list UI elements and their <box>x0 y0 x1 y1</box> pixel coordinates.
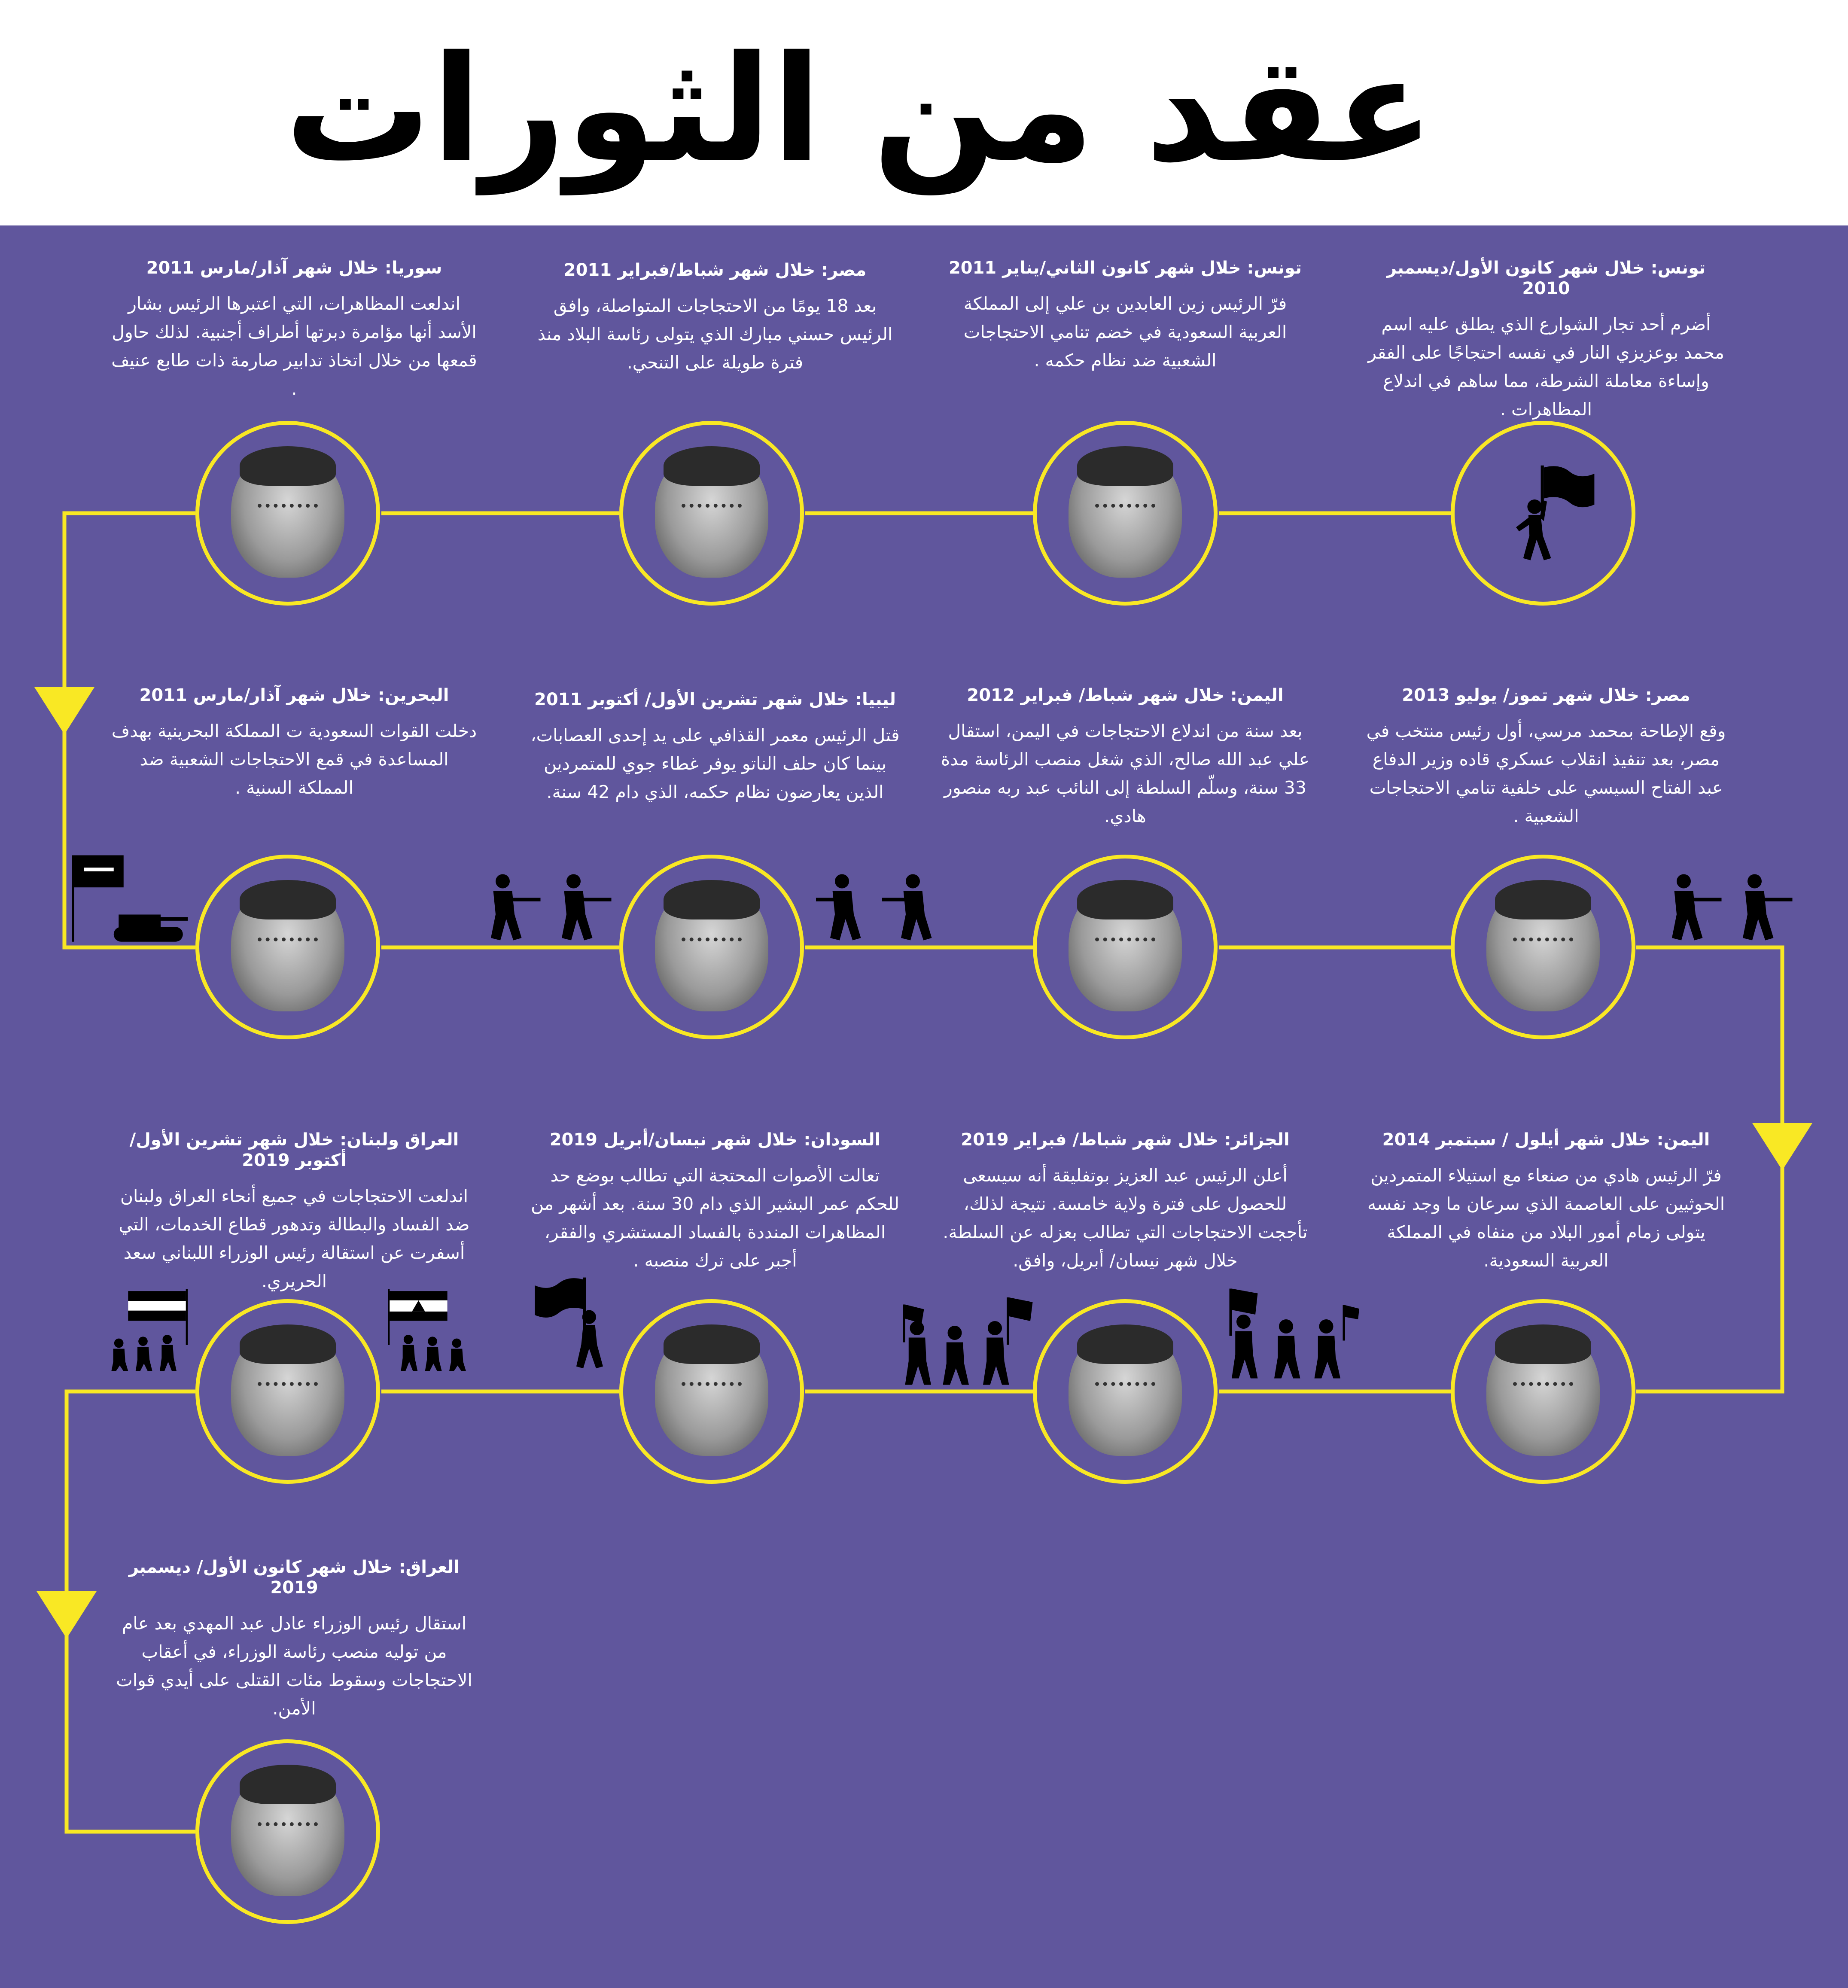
tank-flag-icon <box>69 850 193 949</box>
portrait-abdul-mahdi <box>231 1767 344 1896</box>
portrait-bouteflika <box>1069 1327 1182 1456</box>
event-bahrain-2011 <box>110 685 479 802</box>
event-circle-tunisia-2011 <box>1033 421 1218 606</box>
event-yemen-2014 <box>1361 1129 1731 1275</box>
event-heading: العراق: خلال شهر كانون الأول/ ديسمبر 2019 <box>128 1557 460 1598</box>
event-body: وقع الإطاحة بمحمد مرسي، أول رئيس منتخب في مصر، بعد تنفيذ انقلاب عسكري قاده وزير الدفاع عبد الفتاح السيسي على خلفية تنامي الاحتجاجات الشعبية . <box>1366 721 1726 826</box>
event-circle-iraq-2019 <box>195 1739 380 1924</box>
soldiers-icon <box>1658 868 1799 947</box>
portrait-mubarak <box>655 449 768 578</box>
flag-bearer-icon <box>1495 455 1598 575</box>
event-body: اندلعت الاحتجاجات في جميع أنحاء العراق ولبنان ضد الفساد والبطالة وتدهور قطاع الخدمات، التي أسفرت عن استقالة رئيس الوزراء اللبناني سعد الحريري. <box>119 1186 470 1291</box>
event-body: بعد سنة من اندلاع الاحتجاجات في اليمن، استقال علي عبد الله صالح، الذي شغل منصب الرئاسة مدة 33 سنة، وسلّم السلطة إلى النائب عبد ربه منصور هادي. <box>941 721 1310 826</box>
protesters-icon <box>1218 1282 1359 1385</box>
event-heading: ليبيا: خلال شهر تشرين الأول/ أكتوبر 2011 <box>534 690 896 709</box>
event-body: فرّ الرئيس زين العابدين بن علي إلى المملكة العربية السعودية في خضم تنامي الاحتجاجات الشعبية ضد نظام حكمه . <box>963 293 1287 371</box>
event-heading: تونس: خلال شهر كانون الأول/ديسمبر 2010 <box>1386 258 1706 298</box>
event-circle-yemen-2014 <box>1451 1299 1635 1484</box>
portrait-bahrain-king <box>231 883 344 1011</box>
event-heading: البحرين: خلال شهر آذار/مارس 2011 <box>139 685 449 705</box>
event-body: بعد 18 يومًا من الاحتجاجات المتواصلة، وافق الرئيس حسني مبارك الذي يتولى رئاسة البلاد منذ فترة طويلة على التنحي. <box>537 295 893 373</box>
portrait-ben-ali <box>1069 449 1182 578</box>
event-body: قتل الرئيس معمر القذافي على يد إحدى العصابات، بينما كان حلف الناتو يوفر غطاء جوي للمتمردين الذين يعارضون نظام حكمه، الذي دام 42 سنة. <box>530 725 900 802</box>
portrait-saleh <box>1069 883 1182 1011</box>
event-syria-2011 <box>110 258 479 403</box>
protesters-icon <box>893 1291 1035 1389</box>
event-iraq-lebanon-2019 <box>110 1129 479 1295</box>
portrait-assad <box>231 449 344 578</box>
portrait-sisi <box>1486 883 1600 1011</box>
event-heading: اليمن: خلال شهر شباط/ فبراير 2012 <box>967 685 1284 705</box>
event-body: فرّ الرئيس هادي من صنعاء مع استيلاء المتمردين الحوثيين على العاصمة الذي سرعان ما وجد نفسه يتولى زمام أمور البلاد من منفاه في المملكة العربية السعودية. <box>1367 1165 1725 1271</box>
event-heading: تونس: خلال شهر كانون الثاني/يناير 2011 <box>948 258 1302 278</box>
event-heading: الجزائر: خلال شهر شباط/ فبراير 2019 <box>961 1130 1290 1150</box>
event-tunisia-2011 <box>941 258 1310 374</box>
event-circle-libya-2011 <box>619 855 804 1039</box>
event-circle-tunisia-2010 <box>1451 421 1635 606</box>
event-circle-syria-2011 <box>195 421 380 606</box>
event-heading: السودان: خلال شهر نيسان/أبريل 2019 <box>549 1130 881 1150</box>
event-circle-egypt-2011 <box>619 421 804 606</box>
event-heading: سوريا: خلال شهر آذار/مارس 2011 <box>146 258 442 278</box>
event-heading: اليمن: خلال شهر أيلول / سبتمبر 2014 <box>1382 1130 1710 1150</box>
portrait-gaddafi <box>655 883 768 1011</box>
event-algeria-2019 <box>941 1129 1310 1275</box>
event-heading: العراق ولبنان: خلال شهر تشرين الأول/أكتوبر 2019 <box>129 1130 459 1170</box>
event-circle-sudan-2019 <box>619 1299 804 1484</box>
event-body: أعلن الرئيس عبد العزيز بوتفليقة أنه سيسعى للحصول على فترة ولاية خامسة. نتيجة لذلك، تأججت الاحتجاجات التي تطالب بعزله عن السلطة. خلال شهر نيسان/ أبريل، وافق. <box>943 1165 1308 1271</box>
event-sudan-2019 <box>530 1129 900 1275</box>
portrait-bashir <box>655 1327 768 1456</box>
event-circle-algeria-2019 <box>1033 1299 1218 1484</box>
portrait-hariri <box>231 1327 344 1456</box>
portrait-hadi <box>1486 1327 1600 1456</box>
event-egypt-2013 <box>1361 685 1731 830</box>
event-yemen-2012 <box>941 685 1310 830</box>
page-title: عقد من الثورات <box>285 24 1434 195</box>
event-body: استقال رئيس الوزراء عادل عبد المهدي بعد عام من توليه منصب رئاسة الوزراء، في أعقاب الاحتجاجات وسقوط مئات القتلى على أيدي قوات الأمن. <box>116 1613 472 1719</box>
event-heading: مصر: خلال شهر شباط/فبراير 2011 <box>563 260 867 280</box>
soldiers-icon <box>477 868 618 947</box>
event-tunisia-2010 <box>1361 258 1731 423</box>
iraq-protest-icon <box>82 1271 193 1387</box>
lebanon-protest-icon <box>382 1271 494 1387</box>
event-circle-egypt-2013 <box>1451 855 1635 1039</box>
event-body: تعالت الأصوات المحتجة التي تطالب بوضع حد للحكم عمر البشير الذي دام 30 سنة. بعد أشهر من المظاهرات المنددة بالفساد المستشري والفقر، أجبر على ترك منصبه . <box>531 1165 899 1271</box>
event-libya-2011 <box>530 689 900 806</box>
event-circle-bahrain-2011 <box>195 855 380 1039</box>
event-circle-yemen-2012 <box>1033 855 1218 1039</box>
event-body: دخلت القوات السعودية ت المملكة البحرينية بهدف المساعدة في قمع الاحتجاجات الشعبية ضد المملكة السنية . <box>111 721 477 798</box>
event-iraq-2019 <box>110 1557 479 1723</box>
event-heading: مصر: خلال شهر تموز/ يوليو 2013 <box>1402 685 1690 705</box>
event-egypt-2011 <box>530 260 900 377</box>
event-body: اندلعت المظاهرات، التي اعتبرها الرئيس بشار الأسد أنها مؤامرة دبرتها أطراف أجنبية. لذلك حاول قمعها من خلال اتخاذ تدابير صارمة ذات طابع عنيف . <box>111 293 477 399</box>
event-circle-iraq-lebanon-2019 <box>195 1299 380 1484</box>
soldiers-icon <box>816 868 958 947</box>
flag-bearer-icon <box>524 1269 623 1381</box>
event-body: أضرم أحد تجار الشوارع الذي يطلق عليه اسم محمد بوعزيزي النار في نفسه احتجاجًا على الفقر وإساءة معاملة الشرطة، مما ساهم في اندلاع المظاهرات . <box>1368 314 1724 420</box>
